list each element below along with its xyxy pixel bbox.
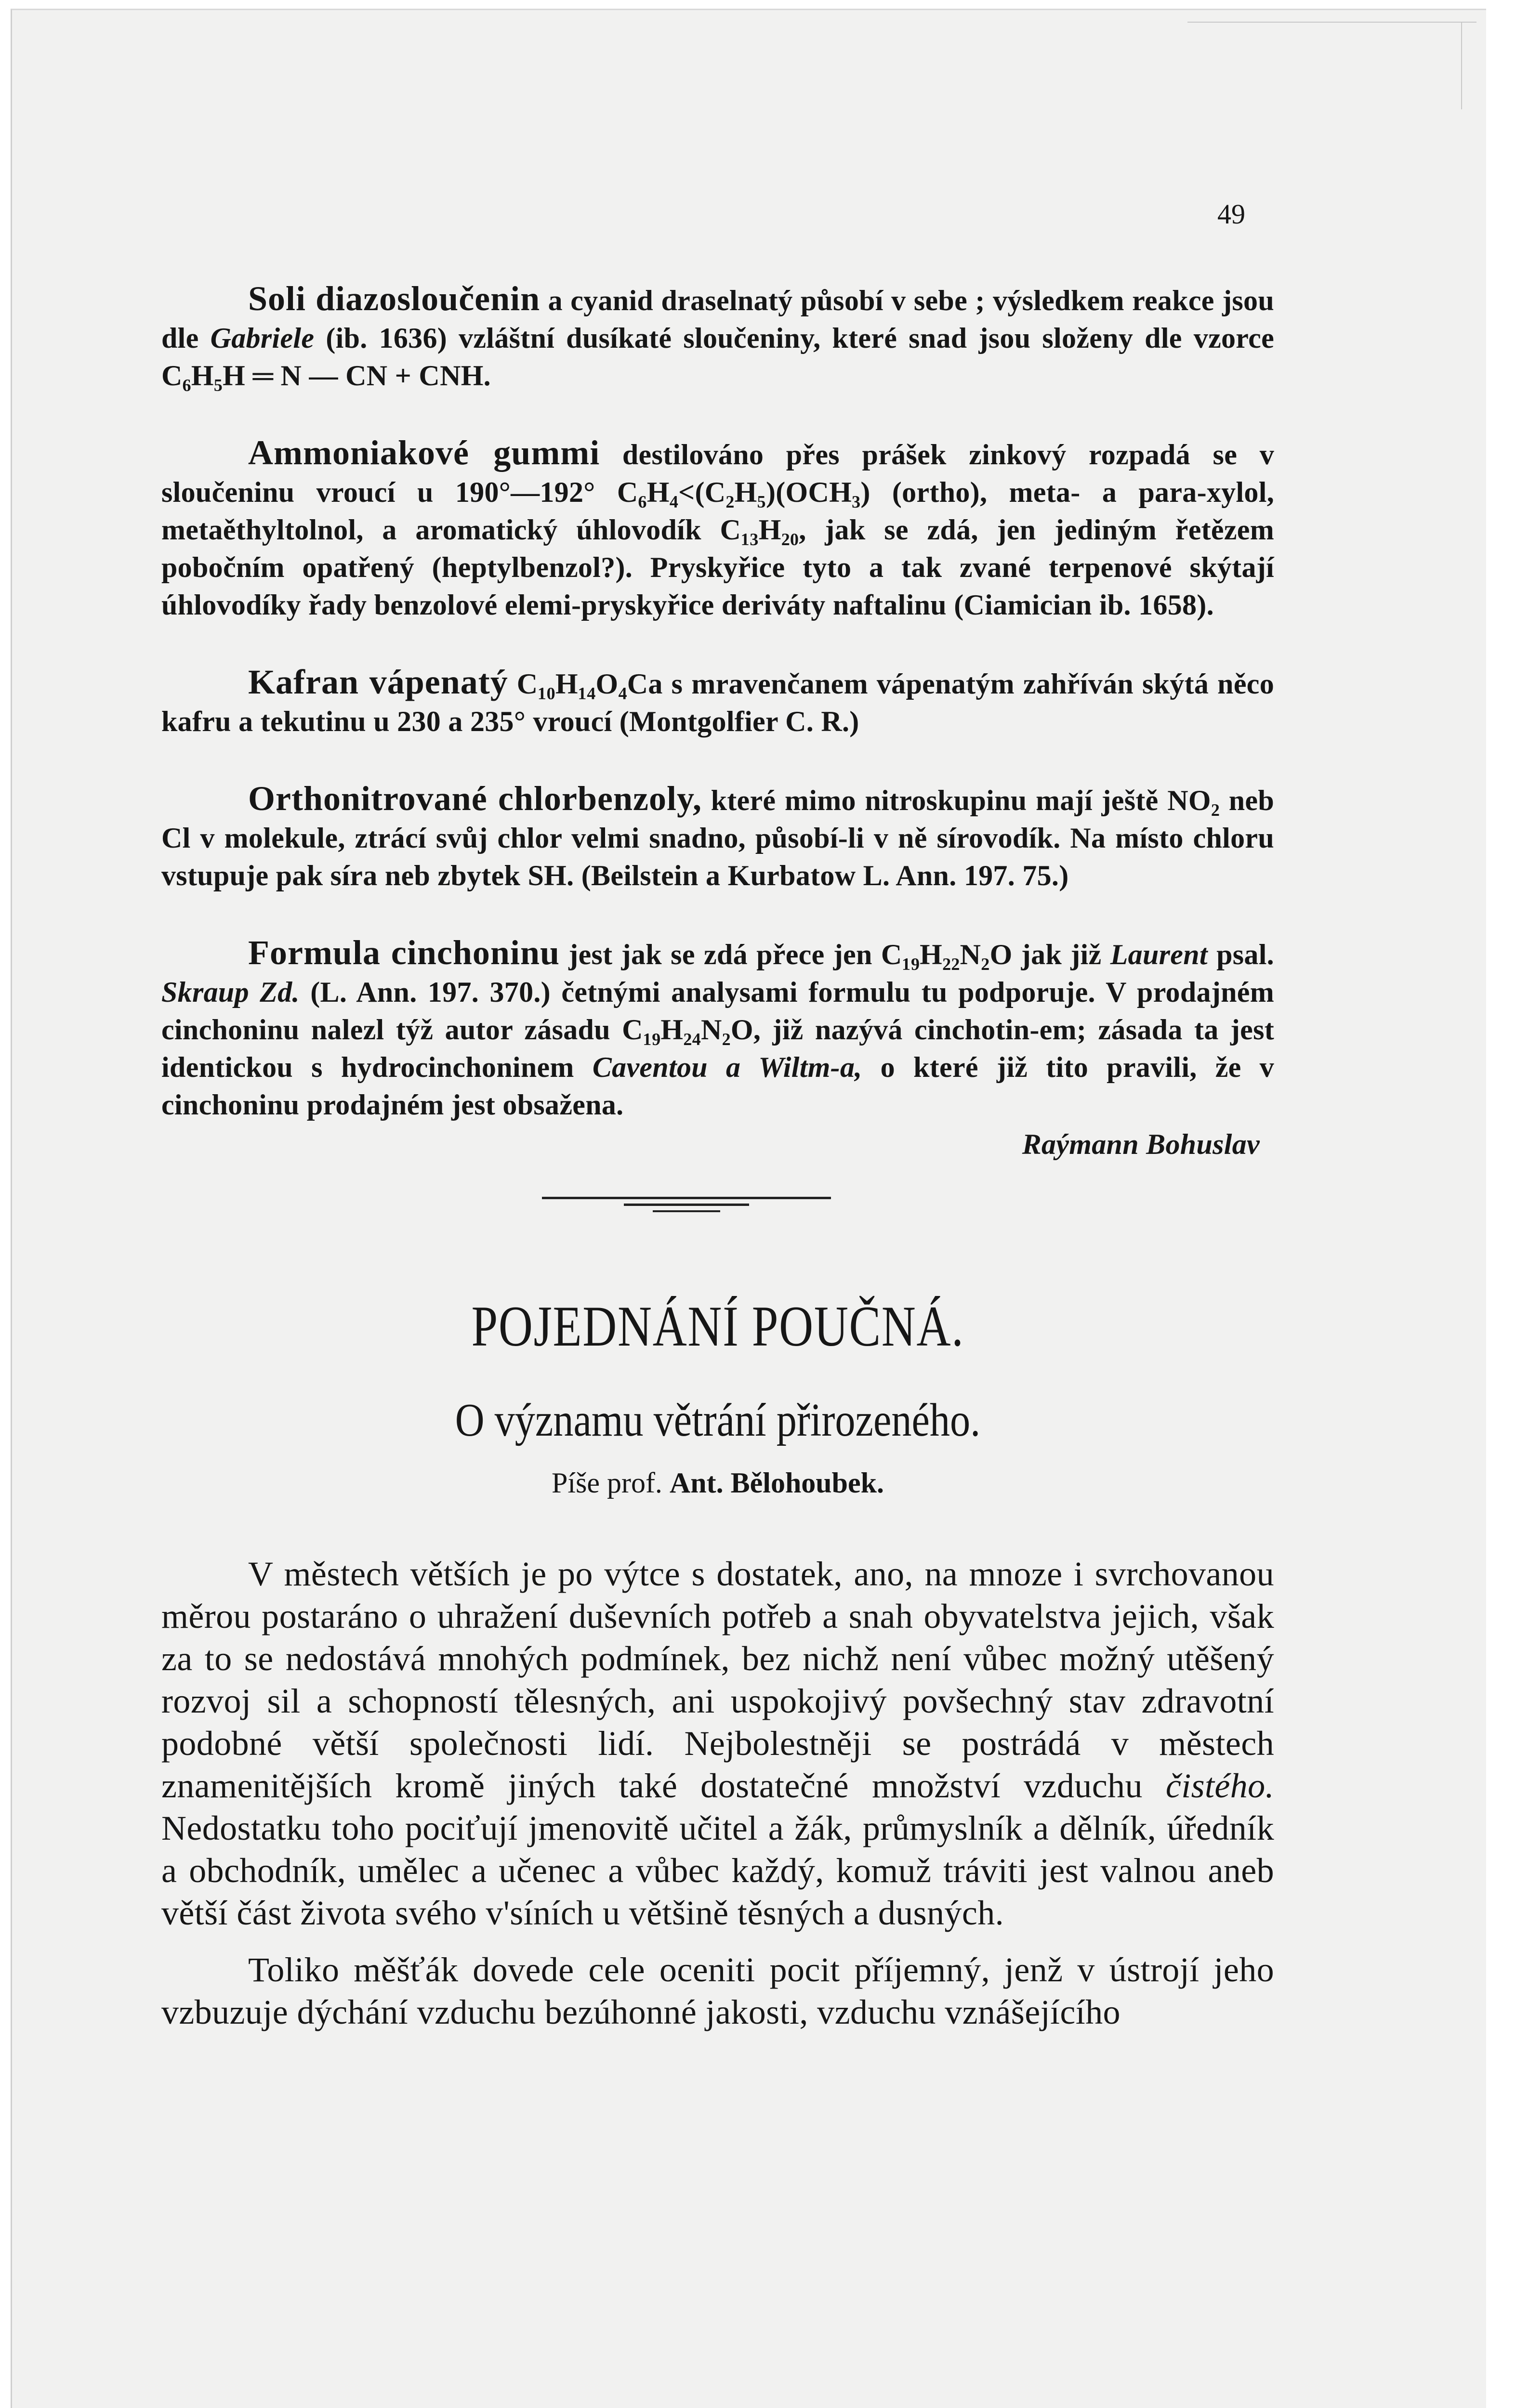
note-text: jest jak se zdá přece jen C₁₉H₂₂N₂O jak již — [560, 939, 1110, 970]
notes-section — [161, 280, 1274, 1163]
note-paragraph — [161, 280, 1274, 394]
section-divider — [161, 1182, 1274, 1221]
note-lead: Orthonitrované chlorbenzoly, — [248, 779, 702, 818]
note-paragraph — [161, 780, 1274, 894]
page-number: 49 — [1217, 198, 1245, 230]
note-italic: Gabriele — [210, 322, 315, 354]
body-text: Nedostatku toho pociťují jmenovitě učitel a žák, průmyslník a dělník, úředník a obchodník, umělec a učenec a vůbec každý, komuž tráviti jest valnou aneb větší část života svého v'síních u většině těsných a dusných. — [161, 1809, 1274, 1932]
article-body — [161, 1553, 1274, 2033]
note-text: destilováno přes prášek zinkový rozpadá se v sloučeninu vroucí u 190°—192° C₆H₄<(C₂H₅)(OCH₃) (ortho), meta- a para-xylol, metaěthyltolnol, a aromatický úhlovodík C₁₃H₂₀, jak se zdá, jen jediným řetězem pobočním opatřený (heptylbenzol?). Pryskyřice tyto a tak zvané terpenové skýtají úhlovodíky řady benzolové elemi-pryskyřice deriváty naftalinu (Ciamician ib. 1658). — [161, 439, 1274, 621]
body-text: Toliko měšťák dovede cele oceniti pocit příjemný, jenž v ústrojí jeho vzbuzuje dýchání vzduchu bezúhonné jakosti, vzduchu vznášejícího — [161, 1950, 1274, 2031]
section-title: POJEDNÁNÍ POUČNÁ. — [471, 1294, 964, 1358]
note-lead: Ammoniakové gummi — [248, 433, 600, 472]
body-paragraph — [161, 1949, 1274, 2033]
note-italic: Skraup Zd. — [161, 976, 300, 1008]
body-paragraph — [161, 1553, 1274, 1934]
byline-prefix: Píše prof. — [551, 1467, 662, 1499]
scanned-page — [11, 9, 1486, 2408]
article-title: O významu větrání přirozeného. — [455, 1394, 981, 1446]
note-paragraph — [161, 434, 1274, 624]
note-text: (L. Ann. 197. 370.) četnými analysami formulu tu podporuje. V prodajném cinchoninu nalezl týž autor zásadu C₁₉H₂₄N₂O, již nazývá cinchotin-em; zásada ta jest identickou s hydrocinchoninem — [161, 976, 1274, 1083]
signature: Raýmann Bohuslav — [1022, 1128, 1260, 1160]
divider-rule — [542, 1197, 831, 1199]
note-lead: Kafran vápenatý — [248, 663, 508, 701]
note-text: které mimo nitroskupinu mají ještě NO₂ neb Cl v molekule, ztrácí svůj chlor velmi snadno, působí-li v ně sírovodík. Na místo chloru vstupuje pak síra neb zbytek SH. (Beilstein a Kurbatow L. Ann. 197. 75.) — [161, 785, 1275, 891]
divider-rule — [653, 1210, 720, 1212]
note-italic: Caventou a Wiltm-a, — [592, 1051, 862, 1083]
note-paragraph — [161, 663, 1274, 740]
note-lead: Formula cinchoninu — [248, 933, 560, 972]
note-text: (ib. 1636) vzláštní dusíkaté sloučeniny, které snad jsou složeny dle vzorce C₆H₅H ═ N — CN + CNH. — [161, 322, 1275, 392]
body-text: V městech větších je po výtce s dostatek, ano, na mnoze i svrchovanou měrou postaráno o uhražení duševních potřeb a snah obyvatelstva jejich, však za to se nedostává mnohých podmínek, bez nichž není vůbec možný utěšený rozvoj sil a schopností tělesných, ani uspokojivý povšechný stav zdravotní podobné větší společnosti lidí. Nejbolestněji se postrádá v městech znamenitějších kromě jiných také dostatečné množství vzduchu — [161, 1555, 1274, 1805]
divider-rule — [624, 1204, 749, 1206]
note-text: a cyanid draselnatý působí v sebe ; výsledkem reakce jsou dle — [161, 285, 1274, 354]
note-text: psal. — [1207, 939, 1274, 970]
body-italic: čistého. — [1165, 1767, 1274, 1805]
note-lead: Soli diazosloučenin — [248, 279, 540, 318]
note-paragraph — [161, 934, 1274, 1124]
note-text: o které již tito pravili, že v cinchoninu prodajném jest obsažena. — [161, 1051, 1274, 1121]
byline — [161, 1466, 1274, 1500]
scan-margin-marks — [1187, 22, 1476, 109]
note-italic: Laurent — [1110, 939, 1208, 970]
note-text: C₁₀H₁₄O₄Ca s mravenčanem vápenatým zahříván skýtá něco kafru a tekutinu u 230 a 235° vroucí (Montgolfier C. R.) — [161, 668, 1275, 737]
byline-author: Ant. Bělohoubek. — [669, 1467, 884, 1499]
text-column — [161, 280, 1274, 2048]
